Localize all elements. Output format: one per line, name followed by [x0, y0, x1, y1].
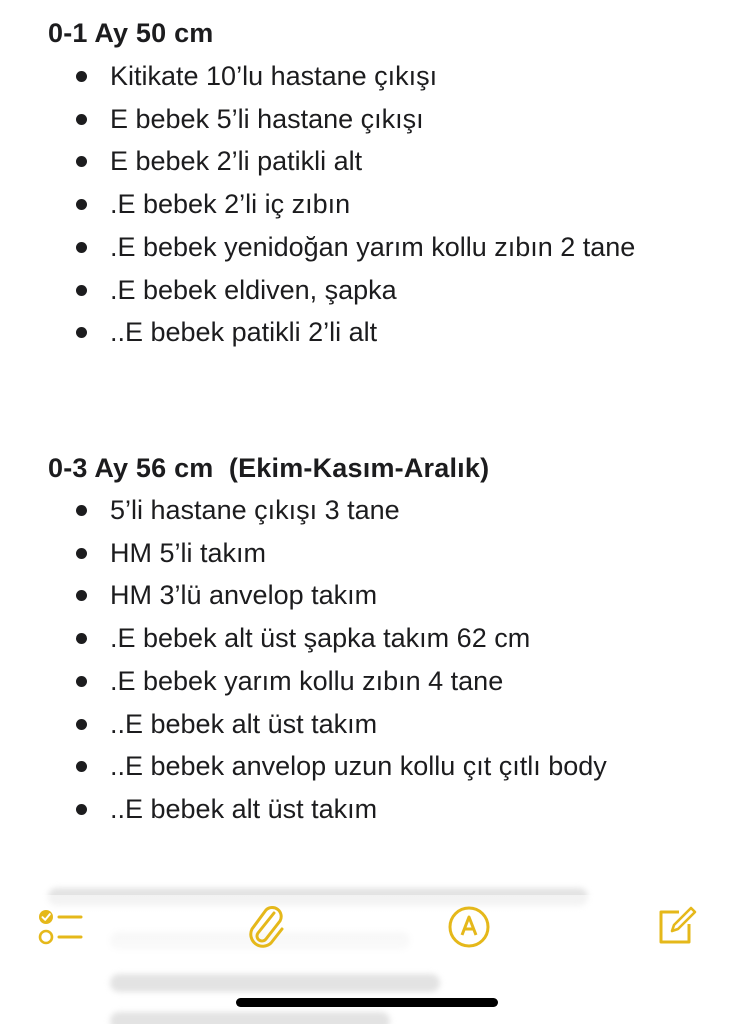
markup-button[interactable] [445, 903, 493, 951]
bullet-icon [76, 505, 87, 516]
list-item[interactable]: ..E bebek anvelop uzun kollu çıt çıtlı body [0, 745, 710, 788]
list-item[interactable]: ..E bebek patikli 2’li alt [0, 311, 670, 354]
list-item[interactable]: HM 5’li takım [0, 532, 670, 575]
list-item[interactable]: ..E bebek alt üst takım [0, 788, 670, 831]
bullet-icon [76, 242, 87, 253]
bullet-icon [76, 199, 87, 210]
bullet-icon [76, 719, 87, 730]
bullet-icon [76, 761, 87, 772]
item-list-0-3-ay [0, 489, 710, 831]
list-item[interactable]: ..E bebek alt üst takım [0, 703, 670, 746]
compose-icon [653, 904, 699, 950]
item-list-0-1-ay [0, 55, 670, 354]
attachment-icon [244, 903, 288, 951]
list-item[interactable]: .E bebek alt üst şapka takım 62 cm [0, 617, 670, 660]
bottom-toolbar [0, 895, 734, 965]
checklist-icon [37, 907, 83, 947]
list-item[interactable]: .E bebek 2’li iç zıbın [0, 183, 670, 226]
bullet-icon [76, 156, 87, 167]
bullet-icon [76, 71, 87, 82]
bullet-icon [76, 804, 87, 815]
bullet-icon [76, 633, 87, 644]
list-item[interactable]: Kitikate 10’lu hastane çıkışı [0, 55, 670, 98]
compose-button[interactable] [652, 903, 700, 951]
bullet-icon [76, 548, 87, 559]
list-item[interactable]: .E bebek yarım kollu zıbın 4 tane [0, 660, 670, 703]
bullet-icon [76, 114, 87, 125]
section-heading-0-1-ay: 0-1 Ay 50 cm [48, 18, 214, 48]
bullet-icon [76, 327, 87, 338]
section-heading-0-3-ay: 0-3 Ay 56 cm (Ekim-Kasım-Aralık) [48, 453, 490, 483]
list-item[interactable]: E bebek 5’li hastane çıkışı [0, 98, 670, 141]
bullet-icon [76, 676, 87, 687]
list-item[interactable]: .E bebek eldiven, şapka [0, 269, 670, 312]
list-item[interactable]: HM 3’lü anvelop takım [0, 574, 670, 617]
markup-icon [446, 904, 492, 950]
list-item[interactable]: .E bebek yenidoğan yarım kollu zıbın 2 tane [0, 226, 640, 269]
attachment-button[interactable] [242, 903, 290, 951]
checklist-button[interactable] [36, 903, 84, 951]
list-item[interactable]: E bebek 2’li patikli alt [0, 140, 670, 183]
home-indicator[interactable] [236, 998, 498, 1007]
list-item[interactable]: 5’li hastane çıkışı 3 tane [0, 489, 670, 532]
faded-line [110, 974, 440, 992]
faded-line [110, 1012, 390, 1024]
bullet-icon [76, 590, 87, 601]
bullet-icon [76, 285, 87, 296]
